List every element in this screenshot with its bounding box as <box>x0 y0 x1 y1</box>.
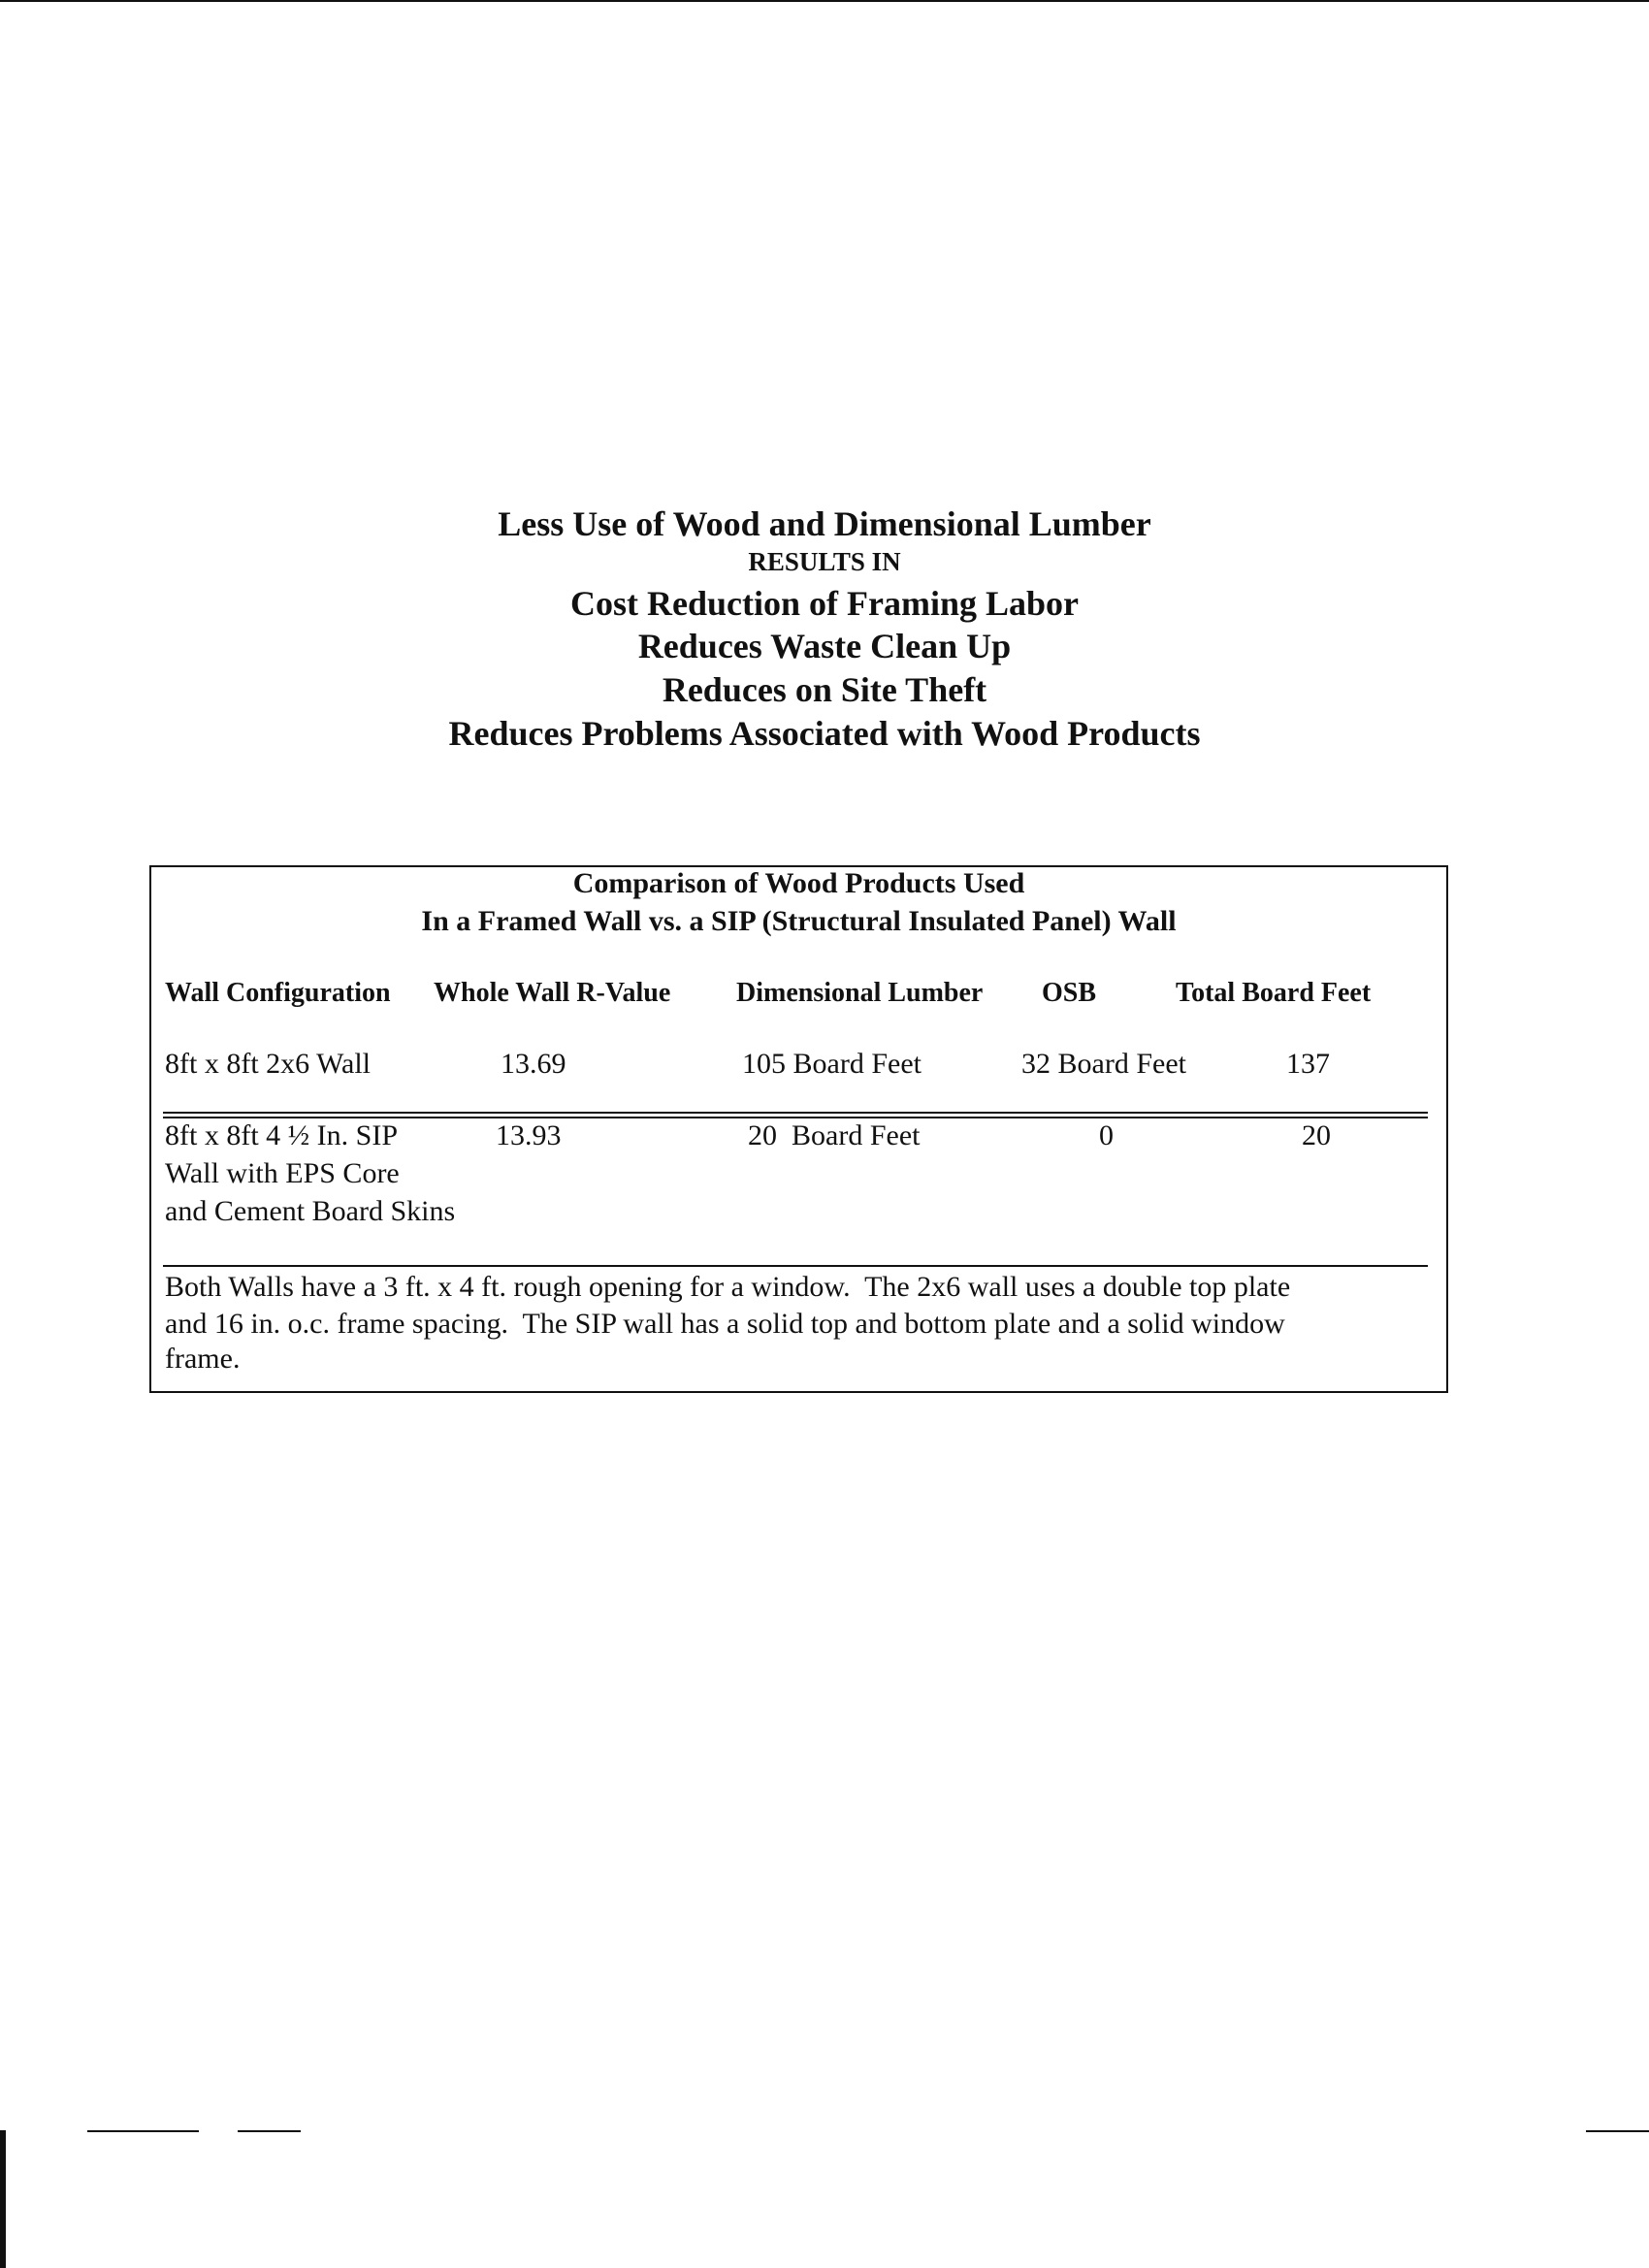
row2-config-line2: Wall with EPS Core <box>165 1157 400 1189</box>
note-rule <box>163 1265 1428 1267</box>
note-line-2: and 16 in. o.c. frame spacing. The SIP wall has a solid top and bottom plate and a solid window <box>165 1308 1285 1340</box>
headline-results-in: RESULTS IN <box>748 547 901 576</box>
headline-line-5: Reduces on Site Theft <box>662 670 987 709</box>
row2-r-value: 13.93 <box>496 1119 562 1151</box>
row2-config-line1: 8ft x 8ft 4 ½ In. SIP <box>165 1119 398 1151</box>
scan-dash <box>1586 2130 1649 2132</box>
row1-config: 8ft x 8ft 2x6 Wall <box>165 1048 372 1080</box>
headline-line-1: Less Use of Wood and Dimensional Lumber <box>498 504 1151 543</box>
header-osb: OSB <box>1042 978 1097 1008</box>
row2-lumber: 20 Board Feet <box>748 1119 921 1151</box>
scan-dash <box>87 2130 199 2132</box>
table-title-2: In a Framed Wall vs. a SIP (Structural Insulated Panel) Wall <box>421 905 1177 937</box>
scan-dash <box>238 2130 301 2132</box>
row2-total: 20 <box>1302 1119 1331 1151</box>
note-line-1: Both Walls have a 3 ft. x 4 ft. rough opening for a window. The 2x6 wall uses a double top plate <box>165 1271 1291 1303</box>
scan-edge-bar <box>0 2130 6 2268</box>
row2-osb: 0 <box>1099 1119 1114 1151</box>
row1-lumber: 105 Board Feet <box>742 1048 922 1080</box>
row2-config-line3: and Cement Board Skins <box>165 1195 456 1227</box>
note-line-3: frame. <box>165 1343 241 1375</box>
table-title-1: Comparison of Wood Products Used <box>572 867 1025 899</box>
double-rule-top <box>163 1112 1428 1114</box>
row1-osb: 32 Board Feet <box>1021 1048 1186 1080</box>
header-total-board-feet: Total Board Feet <box>1176 978 1372 1008</box>
headline-line-3: Cost Reduction of Framing Labor <box>570 584 1079 623</box>
header-r-value: Whole Wall R-Value <box>434 978 671 1008</box>
header-wall-configuration: Wall Configuration <box>165 978 391 1008</box>
header-dimensional-lumber: Dimensional Lumber <box>736 978 984 1008</box>
row1-r-value: 13.69 <box>501 1048 566 1080</box>
double-rule-bottom <box>163 1117 1428 1118</box>
scan-edge-top <box>0 0 1649 2</box>
headline-line-4: Reduces Waste Clean Up <box>637 627 1012 665</box>
row1-total: 137 <box>1286 1048 1330 1080</box>
headline-line-6: Reduces Problems Associated with Wood Products <box>448 714 1201 753</box>
